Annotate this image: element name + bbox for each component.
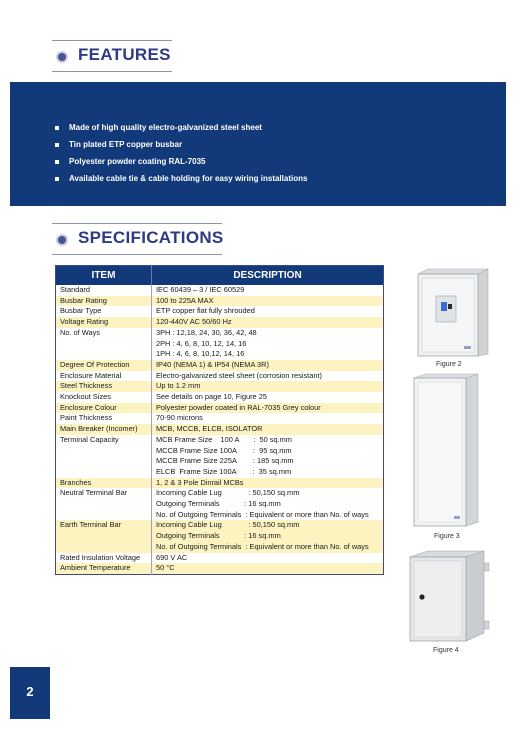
description-cell: Incoming Cable Lug : 50,150 sq.mm	[152, 520, 384, 531]
figure-4-enclosure-image	[404, 547, 492, 643]
item-cell: Neutral Terminal Bar	[56, 488, 152, 499]
features-bullet-icon	[58, 53, 66, 61]
description-cell: ETP copper flat fully shrouded	[156, 306, 255, 316]
figure-3-panel-image	[408, 372, 488, 528]
item-cell	[56, 456, 152, 467]
description-cell: MCCB Frame Size 225A : 185 sq.mm	[156, 456, 294, 466]
figure-4-caption: Figure 4	[433, 647, 459, 654]
description-cell: Outgoing Terminals : 16 sq.mm	[152, 531, 384, 542]
item-cell: Degree Of Protection	[56, 360, 152, 371]
table-row	[56, 381, 384, 392]
table-row	[56, 510, 384, 521]
table-row	[56, 520, 384, 531]
table-row	[56, 456, 384, 467]
description-cell: MCB, MCCB, ELCB, ISOLATOR	[152, 424, 384, 435]
specifications-top-rule	[52, 223, 222, 224]
feature-text: Polyester powder coating RAL-7035	[69, 157, 206, 166]
description-cell: Electro-galvanized steel sheet (corrosion resistant)	[156, 370, 322, 380]
feature-text: Available cable tie & cable holding for easy wiring installations	[69, 174, 308, 183]
description-cell: 100 to 225A MAX	[152, 296, 384, 307]
item-cell	[56, 531, 152, 542]
square-bullet-icon	[55, 143, 59, 147]
feature-item	[55, 138, 307, 155]
figure-2-svg	[414, 266, 496, 358]
item-cell	[56, 499, 152, 510]
description-cell: 120-440V AC 50/60 Hz	[152, 317, 384, 328]
item-cell: Busbar Rating	[56, 296, 152, 307]
square-bullet-icon	[55, 126, 59, 130]
item-cell: Busbar Type	[56, 306, 152, 317]
item-cell	[56, 349, 152, 360]
table-row	[56, 542, 384, 553]
description-cell: 70-90 microns	[156, 413, 203, 423]
figure-3-caption: Figure 3	[434, 533, 460, 540]
description-column-header: DESCRIPTION	[152, 266, 384, 286]
description-cell: 3PH : 12,18, 24, 30, 36, 42, 48	[156, 327, 257, 337]
item-cell: Steel Thickness	[56, 381, 152, 392]
item-cell: Enclosure Material	[56, 371, 152, 382]
page-number: 2	[26, 684, 34, 699]
table-row	[56, 306, 384, 317]
table-row	[56, 478, 384, 489]
features-title: FEATURES	[78, 45, 171, 64]
table-row	[56, 563, 384, 574]
table-row	[56, 531, 384, 542]
features-top-rule	[52, 40, 172, 41]
description-cell: No. of Outgoing Terminals : Equivalent or more than No. of ways	[152, 542, 384, 553]
table-row	[56, 424, 384, 435]
features-bottom-rule	[52, 71, 172, 72]
specifications-bullet-icon	[58, 236, 66, 244]
description-cell: Incoming Cable Lug : 50,150 sq.mm	[156, 488, 300, 498]
item-cell: Earth Terminal Bar	[56, 520, 152, 531]
table-row	[56, 446, 384, 457]
table-header-row	[56, 266, 384, 286]
description-cell: 50 °C	[152, 563, 384, 574]
item-cell: Voltage Rating	[56, 317, 152, 328]
table-row	[56, 371, 384, 382]
table-row	[56, 328, 384, 339]
description-cell: MCB Frame Size 100 A : 50 sq.mm	[156, 434, 292, 444]
figure-4-svg	[404, 547, 492, 643]
feature-text: Tin plated ETP copper busbar	[69, 140, 183, 149]
description-cell: 2PH : 4, 6, 8, 10, 12, 14, 16	[156, 338, 247, 348]
item-cell: No. of Ways	[56, 328, 152, 339]
feature-item	[55, 121, 307, 138]
description-cell: 1PH : 4, 6, 8, 10,12, 14, 16	[156, 349, 245, 359]
specifications-bottom-rule	[52, 254, 222, 255]
table-row	[56, 403, 384, 414]
feature-text: Made of high quality electro-galvanized steel sheet	[69, 123, 262, 132]
specifications-heading	[52, 223, 222, 255]
table-row	[56, 339, 384, 350]
item-cell	[56, 542, 152, 553]
description-cell: IP40 (NEMA 1) & IP54 (NEMA 3R)	[152, 360, 384, 371]
feature-item	[55, 155, 307, 172]
item-cell: Rated Insulation Voltage	[56, 553, 152, 564]
item-cell	[56, 467, 152, 478]
item-cell	[56, 510, 152, 521]
table-row	[56, 553, 384, 564]
description-cell: MCCB Frame Size 100A : 95 sq.mm	[156, 445, 292, 455]
description-cell: Polyester powder coated in RAL-7035 Grey colour	[152, 403, 384, 414]
item-cell	[56, 339, 152, 350]
description-cell: IEC 60439 – 3 / IEC 60529	[156, 285, 245, 294]
figure-2-enclosure-image	[414, 266, 496, 358]
table-row	[56, 285, 384, 296]
specifications-table	[55, 265, 384, 575]
item-cell: Ambient Temperature	[56, 563, 152, 574]
description-cell: 1, 2 & 3 Pole Dinrail MCBs	[152, 478, 384, 489]
features-heading	[52, 40, 172, 72]
features-list	[55, 121, 307, 189]
item-cell: Main Breaker (Incomer)	[56, 424, 152, 435]
description-cell: See details on page 10, Figure 25	[156, 392, 267, 402]
square-bullet-icon	[55, 160, 59, 164]
description-cell: 690 V AC	[156, 552, 188, 562]
figure-2-caption: Figure 2	[436, 361, 462, 368]
item-cell	[56, 446, 152, 457]
item-cell: Branches	[56, 478, 152, 489]
description-cell: No. of Outgoing Terminals : Equivalent or more than No. of ways	[156, 509, 369, 519]
item-cell: Standard	[56, 285, 152, 296]
figure-3-svg	[408, 372, 488, 528]
description-cell: Up to 1.2 mm	[152, 381, 384, 392]
description-cell: ELCB Frame Size 100A : 35 sq.mm	[156, 466, 292, 476]
table-row	[56, 435, 384, 446]
item-cell: Enclosure Colour	[56, 403, 152, 414]
table-row	[56, 317, 384, 328]
item-cell: Paint Thickness	[56, 413, 152, 424]
feature-item	[55, 172, 307, 189]
table-row	[56, 499, 384, 510]
square-bullet-icon	[55, 177, 59, 181]
table-row	[56, 488, 384, 499]
description-cell: Outgoing Terminals : 16 sq.mm	[156, 499, 281, 509]
table-row	[56, 349, 384, 360]
item-cell: Knockout Sizes	[56, 392, 152, 403]
item-cell: Terminal Capacity	[56, 435, 152, 446]
specifications-title: SPECIFICATIONS	[78, 228, 224, 247]
table-row	[56, 392, 384, 403]
table-row	[56, 360, 384, 371]
table-row	[56, 467, 384, 478]
table-row	[56, 296, 384, 307]
table-row	[56, 413, 384, 424]
item-column-header: ITEM	[56, 266, 152, 286]
